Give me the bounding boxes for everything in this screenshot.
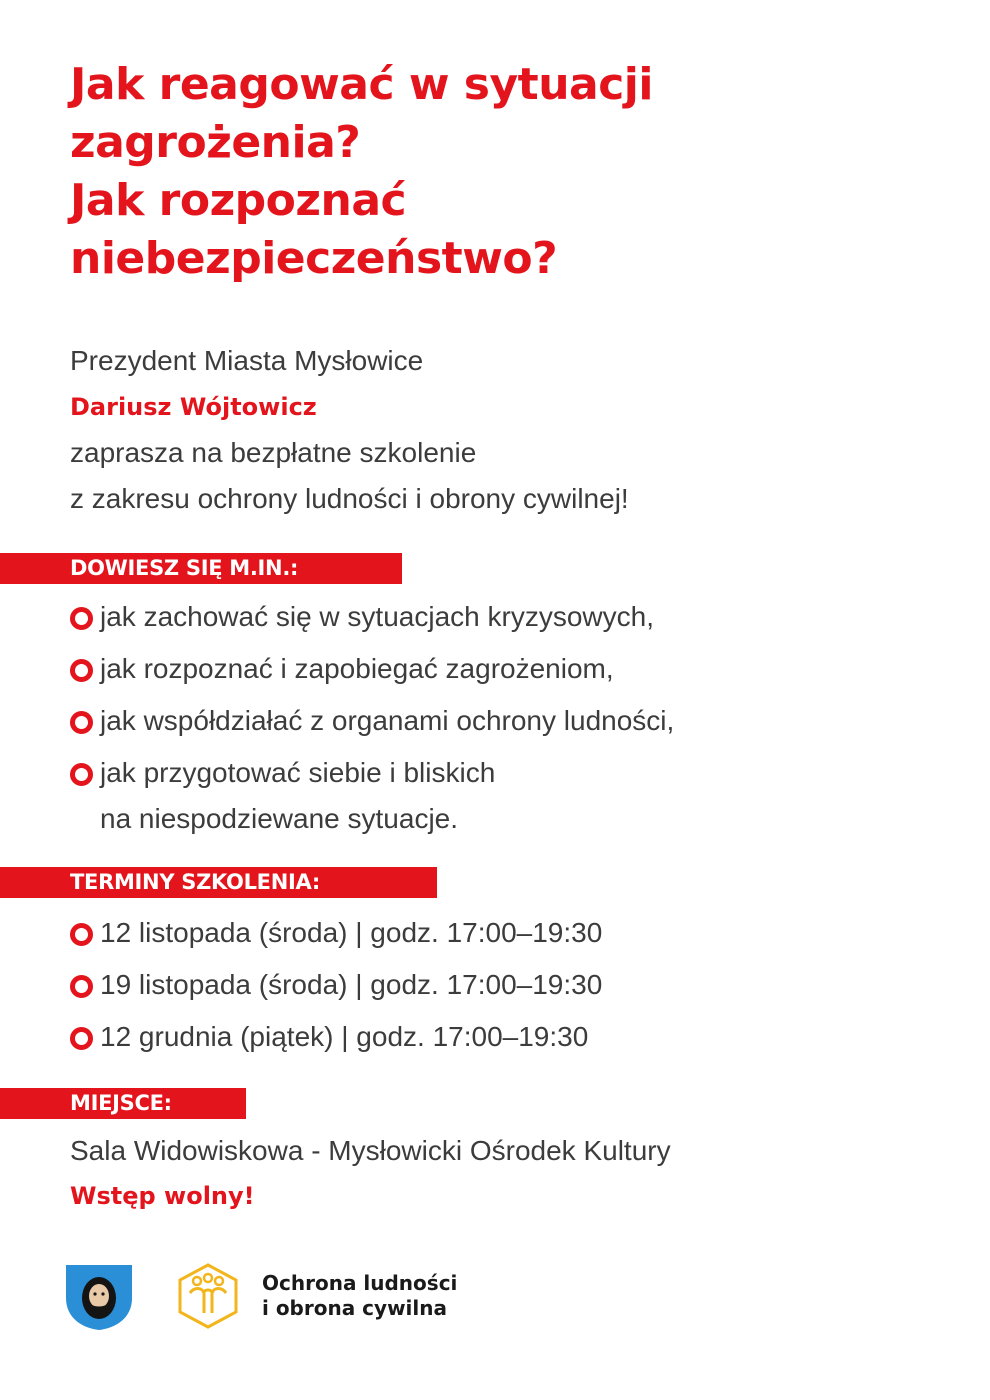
civil-protection-logo-icon	[176, 1263, 240, 1329]
bullet-icon	[70, 1027, 93, 1050]
bullet-icon	[70, 763, 93, 786]
section-header-place: MIEJSCE:	[0, 1088, 246, 1119]
learn-list	[70, 597, 950, 839]
free-entry-text: Wstęp wolny!	[70, 1182, 255, 1210]
list-item: 19 listopada (środa) | godz. 17:00–19:30	[70, 965, 950, 1017]
brand-line: Ochrona ludności	[262, 1271, 458, 1295]
section-header-dates: TERMINY SZKOLENIA:	[0, 867, 437, 898]
list-item: jak rozpoznać i zapobiegać zagrożeniom,	[70, 649, 950, 701]
title-line: zagrożenia?	[70, 117, 361, 168]
list-item: jak współdziałać z organami ochrony ludności,	[70, 701, 950, 753]
list-item: 12 listopada (środa) | godz. 17:00–19:30	[70, 913, 950, 965]
brand-line: i obrona cywilna	[262, 1296, 447, 1320]
section-header-learn: DOWIESZ SIĘ M.IN.:	[0, 553, 402, 584]
list-item-continuation: na niespodziewane sytuacje.	[100, 803, 459, 834]
venue-text: Sala Widowiskowa - Mysłowicki Ośrodek Kultury	[70, 1135, 671, 1166]
brand-text	[262, 1271, 457, 1321]
intro-text	[70, 338, 950, 522]
bullet-icon	[70, 659, 93, 682]
city-crest-icon	[64, 1262, 134, 1332]
intro-line-mayor: Prezydent Miasta Mysłowice	[70, 345, 424, 376]
page-title	[70, 56, 930, 288]
bullet-icon	[70, 711, 93, 734]
list-item: 12 grudnia (piątek) | godz. 17:00–19:30	[70, 1017, 950, 1069]
bullet-icon	[70, 975, 93, 998]
intro-line-invite: zaprasza na bezpłatne szkolenie	[70, 437, 477, 468]
title-line: niebezpieczeństwo?	[70, 233, 558, 284]
bullet-icon	[70, 923, 93, 946]
list-item: jak przygotować siebie i bliskich	[70, 753, 950, 799]
mayor-name: Dariusz Wójtowicz	[70, 393, 317, 421]
bullet-icon	[70, 607, 93, 630]
intro-line-scope: z zakresu ochrony ludności i obrony cywilnej!	[70, 483, 629, 514]
list-item: jak zachować się w sytuacjach kryzysowych,	[70, 597, 950, 649]
title-line: Jak rozpoznać	[70, 175, 407, 226]
title-line: Jak reagować w sytuacji	[70, 59, 653, 110]
dates-list	[70, 913, 950, 1069]
